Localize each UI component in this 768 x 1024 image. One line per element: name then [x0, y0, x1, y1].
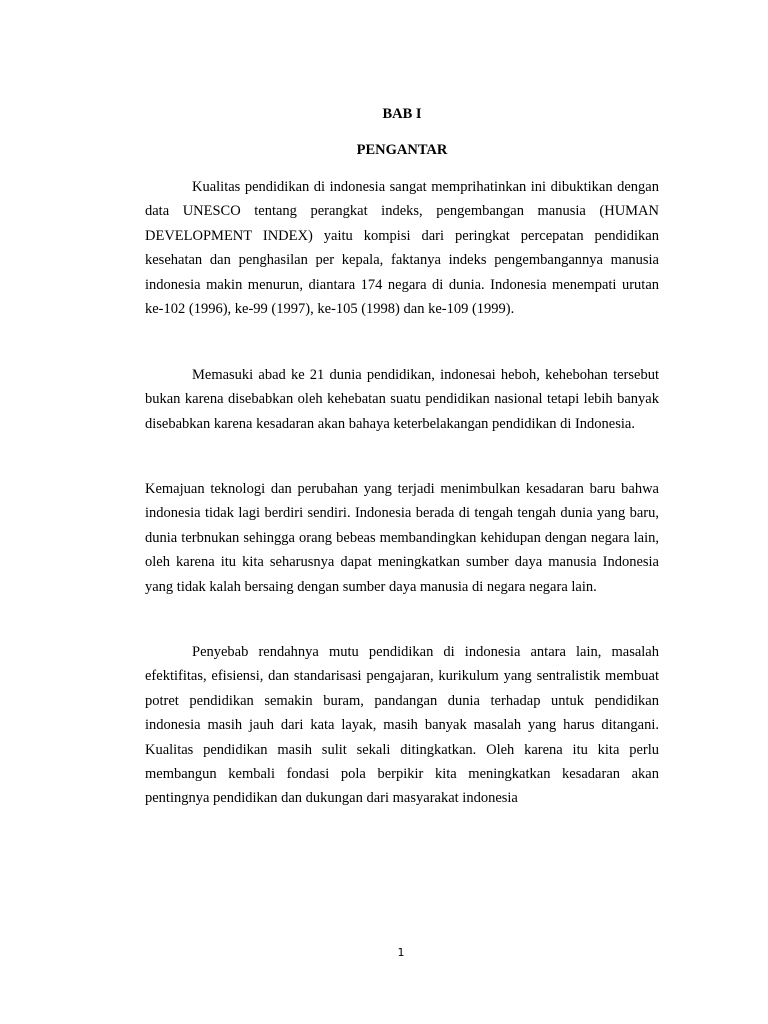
page-number: 1 [397, 946, 405, 959]
paragraph-2: Memasuki abad ke 21 dunia pendidikan, indonesai heboh, kehebohan tersebut bukan karena disebabkan oleh kehebatan suatu pendidikan nasional tetapi lebih banyak disebabkan karena kesadaran akan bahaya keterbelakangan pendidikan di Indonesia. [145, 367, 659, 432]
chapter-title: PENGANTAR [356, 142, 448, 158]
paragraph-3: Kemajuan teknologi dan perubahan yang terjadi menimbulkan kesadaran baru bahwa indonesia tidak lagi berdiri sendiri. Indonesia berada di tengah tengah dunia yang baru, dunia terbnukan sehingga orang bebeas membandingkan kehidupan dengan negara lain, oleh karena itu kita seharusnya dapat meningkatkan sumber daya manusia Indonesia yang tidak kalah bersaing dengan sumber daya manusia di negara negara lain. [145, 481, 659, 595]
paragraph-1: Kualitas pendidikan di indonesia sangat memprihatinkan ini dibuktikan dengan data UNESCO tentang perangkat indeks, pengembangan manusia (HUMAN DEVELOPMENT INDEX) yaitu kompisi dari peringkat percepatan pendidikan kesehatan dan penghasilan per kepala, faktanya indeks pengembangannya manusia indonesia makin menurun, diantara 174 negara di dunia. Indonesia menempati urutan ke-102 (1996), ke-99 (1997), ke-105 (1998) dan ke-109 (1999). [145, 179, 659, 318]
paragraph-4: Penyebab rendahnya mutu pendidikan di indonesia antara lain, masalah efektifitas, efisiensi, dan standarisasi pengajaran, kurikulum yang sentralistik membuat potret pendidikan semakin buram, pandangan dunia terhadap untuk pendidikan indonesia masih jauh dari kata layak, masih banyak masalah yang harus ditangani. Kualitas pendidikan masih sulit sekali ditingkatkan. Oleh karena itu kita perlu membangun kembali fondasi pola berpikir kita meningkatkan kesadaran akan pentingnya pendidikan dan dukungan dari masyarakat indonesia [145, 644, 659, 807]
chapter-heading: BAB I [382, 106, 422, 122]
